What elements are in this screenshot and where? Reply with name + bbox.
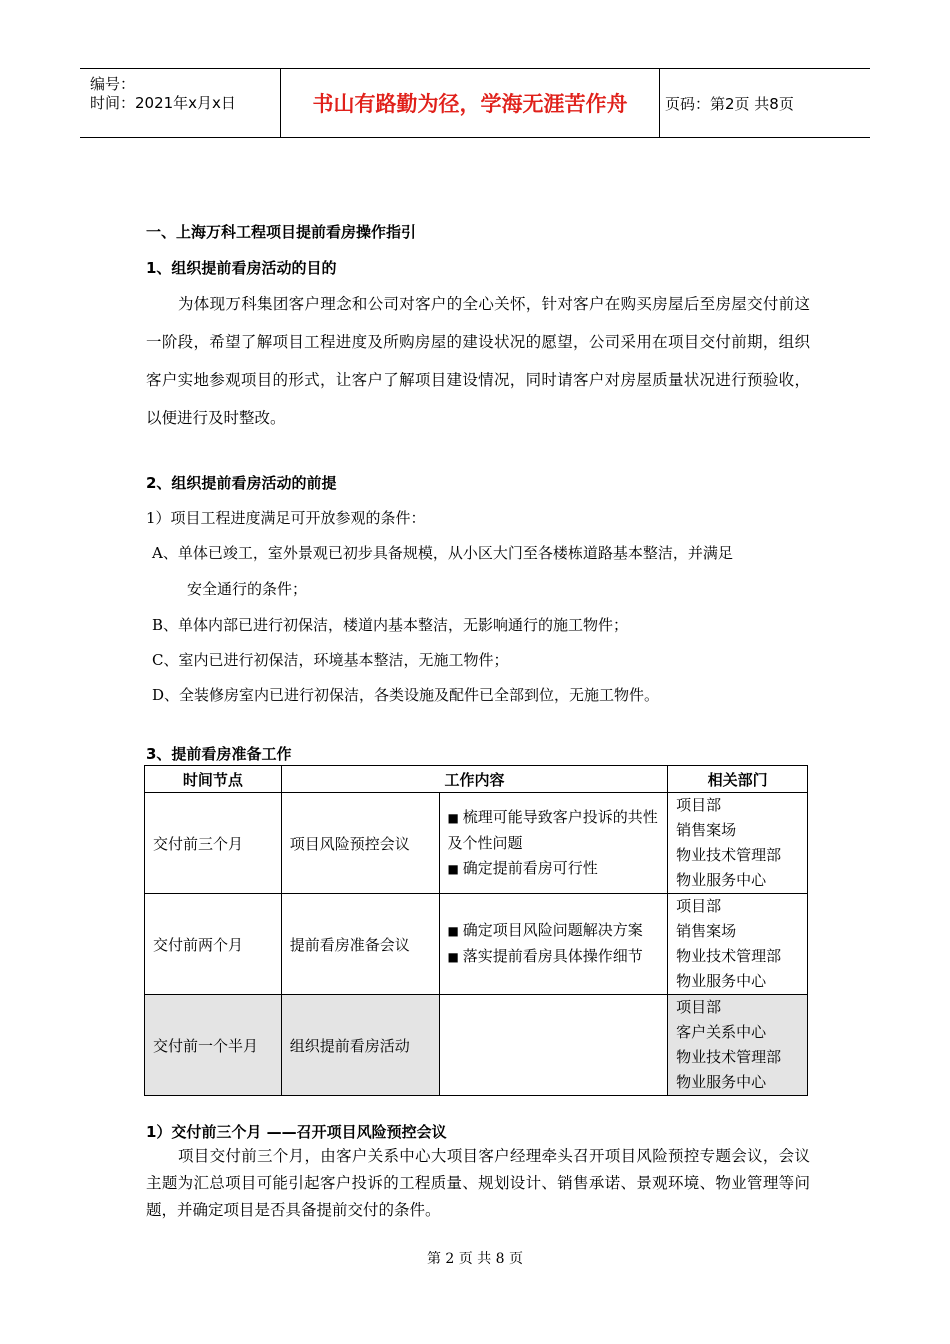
time-label: 时间：2021年x月x日	[90, 94, 236, 112]
cell-time: 交付前两个月	[145, 894, 282, 995]
header-page-info: 页码：第2页 共8页	[665, 94, 794, 113]
table-row	[145, 995, 808, 1096]
cell-depts	[668, 793, 808, 894]
dept-item: 客户关系中心	[676, 1023, 767, 1041]
dept-item: 项目部	[676, 998, 722, 1016]
table-header-row	[145, 766, 808, 793]
work-item: 落实提前看房具体操作细节	[462, 947, 643, 965]
work-item: 确定提前看房可行性	[462, 858, 598, 877]
dept-item: 项目部	[676, 897, 722, 915]
doc-title: 一、上海万科工程项目提前看房操作指引	[146, 223, 417, 241]
cell-task: 组织提前看房活动	[281, 995, 439, 1096]
page-footer: 第 2 页 共 8 页	[426, 1251, 524, 1267]
table-row	[145, 894, 808, 995]
condition-a: A、单体已竣工，室外景观已初步具备规模，从小区大门至各楼栋道路基本整洁，并满足	[152, 544, 733, 562]
cell-depts	[668, 995, 808, 1096]
col-header-dept: 相关部门	[668, 766, 808, 793]
col-header-time: 时间节点	[145, 766, 282, 793]
dept-item: 物业技术管理部	[676, 947, 782, 965]
section1-heading: 1、组织提前看房活动的目的	[146, 259, 337, 277]
cell-items	[439, 793, 668, 894]
number-label: 编号：	[90, 75, 136, 93]
header-motto: 书山有路勤为径，学海无涯苦作舟	[280, 69, 660, 137]
dept-item: 销售案场	[676, 821, 737, 839]
cell-task: 项目风险预控会议	[281, 793, 439, 894]
work-item: 确定项目风险问题解决方案	[462, 921, 643, 939]
section1-paragraph: 为体现万科集团客户理念和公司对客户的全心关怀，针对客户在购买房屋后至房屋交付前这一阶段，希望了解项目工程进度及所购房屋的建设状况的愿望，公司采用在项目交付前期，组织客户实地参观项目的形式，让客户了解项目建设情况，同时请客户对房屋质量状况进行预验收，以便进行及时整改。	[146, 295, 810, 427]
work-item: 梳理可能导致客户投诉的共性及个性问题	[447, 807, 658, 852]
dept-item: 物业服务中心	[676, 972, 767, 990]
section3-heading: 3、提前看房准备工作	[146, 745, 292, 763]
cell-items	[439, 894, 668, 995]
cell-time: 交付前一个半月	[145, 995, 282, 1096]
subsection-paragraph: 项目交付前三个月，由客户关系中心大项目客户经理牵头召开项目风险预控专题会议，会议主题为汇总项目可能引起客户投诉的工程质量、规划设计、销售承诺、景观环境、物业管理等问题，并确定项目是否具备提前交付的条件。	[146, 1147, 810, 1219]
header-meta	[80, 69, 280, 137]
page-header	[80, 68, 870, 138]
dept-item: 物业技术管理部	[676, 846, 782, 864]
cell-time: 交付前三个月	[145, 793, 282, 894]
dept-item: 物业技术管理部	[676, 1048, 782, 1066]
dept-item: 物业服务中心	[676, 871, 767, 889]
col-header-work: 工作内容	[281, 766, 667, 793]
cell-depts	[668, 894, 808, 995]
cell-items	[439, 995, 668, 1096]
section2-heading: 2、组织提前看房活动的前提	[146, 474, 337, 492]
condition-d: D、全装修房室内已进行初保洁，各类设施及配件已全部到位，无施工物件。	[152, 686, 660, 704]
condition-b: B、单体内部已进行初保洁，楼道内基本整洁，无影响通行的施工物件；	[152, 616, 629, 634]
condition-c: C、室内已进行初保洁，环境基本整洁，无施工物件；	[152, 651, 509, 669]
table-row	[145, 793, 808, 894]
dept-item: 项目部	[676, 796, 722, 814]
subsection-heading: 1）交付前三个月 ——召开项目风险预控会议	[146, 1123, 447, 1141]
cell-task: 提前看房准备会议	[281, 894, 439, 995]
dept-item: 物业服务中心	[676, 1073, 767, 1091]
dept-item: 销售案场	[676, 922, 737, 940]
condition-a-cont: 安全通行的条件；	[187, 580, 308, 598]
section2-sub: 1）项目工程进度满足可开放参观的条件：	[146, 509, 426, 527]
prep-table	[144, 765, 808, 1096]
